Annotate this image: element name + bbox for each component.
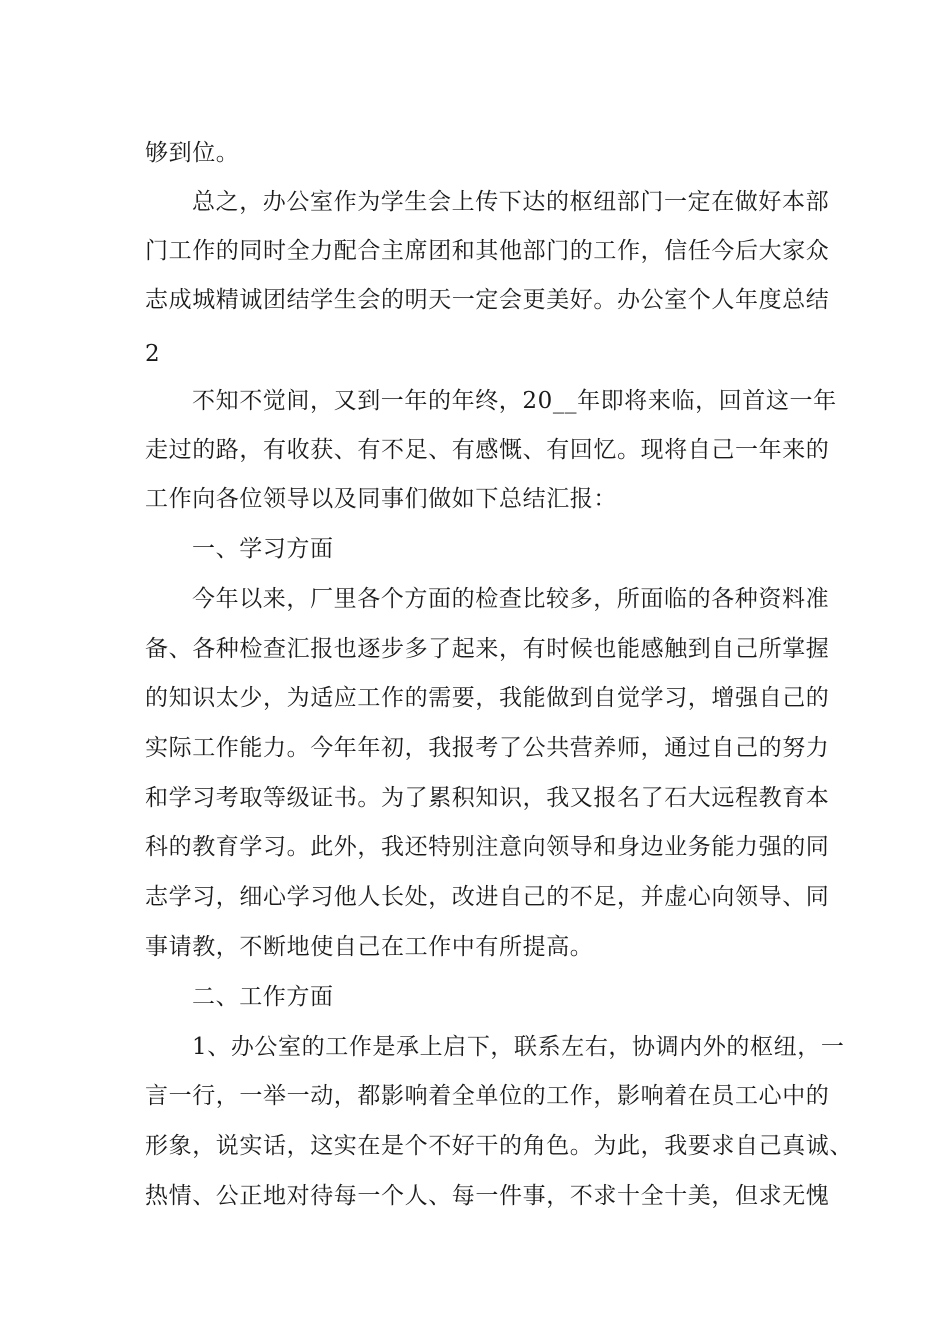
paragraph-start: 总之，办公室作为学生会上传下达的枢纽部门一定在做好本部 <box>192 189 830 215</box>
text-line: 备、各种检查汇报也逐步多了起来，有时候也能感触到自己所掌握 <box>145 636 830 662</box>
text-line: 够到位。 <box>145 140 240 166</box>
paragraph-start: 今年以来，厂里各个方面的检查比较多，所面临的各种资料准 <box>192 586 830 612</box>
text-line: 言一行，一举一动，都影响着全单位的工作，影响着在员工心中的 <box>145 1083 830 1109</box>
text-line: 工作向各位领导以及同事们做如下总结汇报： <box>145 486 617 512</box>
text-line: 的知识太少，为适应工作的需要，我能做到自觉学习，增强自己的 <box>145 685 830 711</box>
text-line: 2 <box>145 341 161 367</box>
text-line: 热情、公正地对待每一个人、每一件事，不求十全十美，但求无愧 <box>145 1183 830 1209</box>
text-line: 形象，说实话，这实在是个不好干的角色。为此，我要求自己真诚、 <box>145 1133 853 1159</box>
section-heading: 一、学习方面 <box>192 536 334 562</box>
text-line: 志成城精诚团结学生会的明天一定会更美好。办公室个人年度总结 <box>145 287 830 313</box>
text-line: 走过的路，有收获、有不足、有感慨、有回忆。现将自己一年来的 <box>145 437 830 463</box>
text-line: 门工作的同时全力配合主席团和其他部门的工作，信任今后大家众 <box>145 238 830 264</box>
text-line: 和学习考取等级证书。为了累积知识，我又报名了石大远程教育本 <box>145 785 830 811</box>
section-heading: 二、工作方面 <box>192 984 334 1010</box>
text-line: 志学习，细心学习他人长处，改进自己的不足，并虚心向领导、同 <box>145 884 830 910</box>
text-line: 事请教，不断地使自己在工作中有所提高。 <box>145 934 594 960</box>
paragraph-start: 1、办公室的工作是承上启下，联系左右，协调内外的枢纽，一 <box>192 1034 845 1060</box>
text-line: 实际工作能力。今年年初，我报考了公共营养师，通过自己的努力 <box>145 735 830 761</box>
paragraph-start: 不知不觉间，又到一年的年终，20__年即将来临，回首这一年 <box>192 388 837 414</box>
text-line: 科的教育学习。此外，我还特别注意向领导和身边业务能力强的同 <box>145 834 830 860</box>
